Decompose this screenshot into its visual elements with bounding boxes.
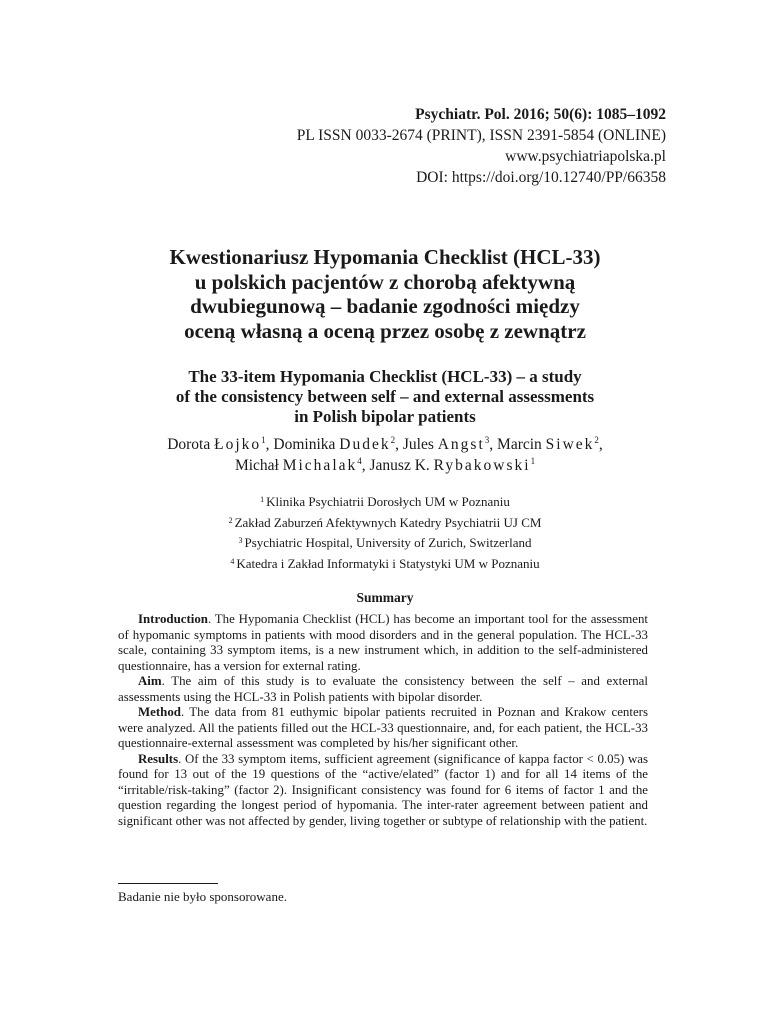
footnote: Badanie nie było sponsorowane. — [118, 889, 287, 904]
affiliation: $^4$ Katedra i Zakład Informatyki i Statystyki UM w Poznaniu — [230, 555, 540, 571]
journal-header — [297, 104, 666, 188]
issn-line: PL ISSN 0033-2674 (PRINT), ISSN 2391-5854 (ONLINE) — [296, 127, 666, 144]
summary-heading: Summary — [356, 590, 414, 605]
affiliation: $^2$ Zakład Zaburzeń Afektywnych Katedry Psychiatrii UJ CM — [228, 514, 542, 530]
abstract-results: Results. Of the 33 symptom items, sufficient agreement (significance of kappa factor < 0.05) was found for 13 out of the 19 questions of the “active/elated” (factor 1) and for all 14 items of the “irritable/risk-taking” (factor 2). Insignificant consistency was found for 6 items of factor 1 and the question regarding the longest period of hypomania. The inter-rater agreement between patient and significant other was not affected by gender, living together or subtype of relationship with the patient. — [118, 751, 648, 828]
title-english-line: in Polish bipolar patients — [294, 407, 476, 426]
abstract-aim: Aim. The aim of this study is to evaluate the consistency between the self – and external assessments using the HCL-33 in Polish patients with bipolar disorder. — [118, 674, 648, 704]
author-list — [100, 434, 670, 476]
title-english-line: of the consistency between self – and external assessments — [175, 387, 595, 406]
author: Janusz K. Rybakowski$^1$ — [369, 456, 536, 474]
title-english — [100, 367, 670, 427]
title-english-line: The 33-item Hypomania Checklist (HCL-33) – a study — [188, 367, 582, 386]
affiliation: $^1$ Klinika Psychiatrii Dorosłych UM w Poznaniu — [260, 494, 510, 509]
author: Michał Michalak$^4$, — [234, 456, 370, 474]
author: Dorota Łojko$^1$, — [167, 435, 274, 453]
abstract — [118, 612, 648, 829]
title-polish-line: u polskich pacjentów z chorobą afektywną — [194, 269, 576, 294]
title-polish — [100, 245, 670, 343]
journal-citation: Psychiatr. Pol. 2016; 50(6): 1085–1092 — [415, 106, 666, 123]
abstract-method: Method. The data from 81 euthymic bipolar patients recruited in Poznan and Krakow centers were analyzed. All the patients filled out the HCL-33 questionnaire, and, for each patient, the HCL-33 questionnaire-external assessment was completed by his/her significant other. — [118, 705, 648, 750]
journal-website[interactable]: www.psychiatriapolska.pl — [505, 148, 666, 165]
author: Jules Angst$^3$, — [402, 435, 498, 453]
title-polish-line: Kwestionariusz Hypomania Checklist (HCL-33) — [169, 245, 601, 269]
affiliation-list — [100, 492, 670, 574]
title-polish-line: oceną własną a oceną przez osobę z zewnątrz — [184, 318, 586, 343]
author: Dominika Dudek$^2$, — [273, 435, 403, 453]
abstract-introduction: Introduction. The Hypomania Checklist (HCL) has become an important tool for the assessment of hypomanic symptoms in patients with mood disorders and in the general population. The HCL-33 scale, containing 33 symptom items, is a new instrument which, in addition to the self-administered questionnaire, has a version for external rating. — [118, 612, 648, 673]
title-polish-line: dwubiegunową – badanie zgodności między — [190, 294, 580, 318]
author: Marcin Siwek$^2$, — [497, 435, 603, 453]
affiliation: $^3$ Psychiatric Hospital, University of Zurich, Switzerland — [238, 535, 532, 550]
footnote-divider — [118, 883, 218, 884]
doi-line[interactable]: DOI: https://doi.org/10.12740/PP/66358 — [416, 169, 666, 186]
